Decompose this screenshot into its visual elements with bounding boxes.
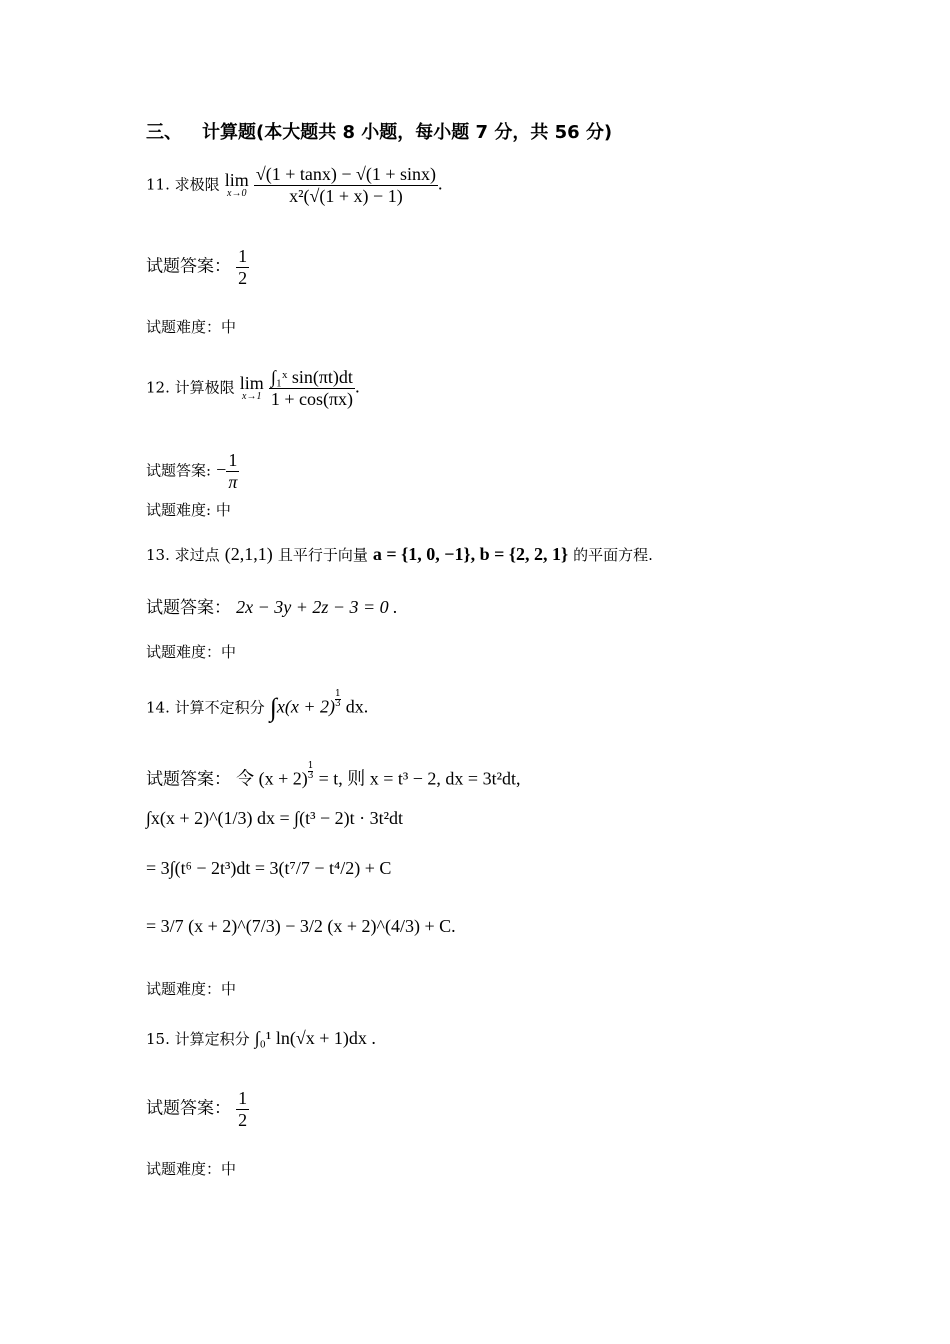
difficulty-13: 试题难度：中 <box>146 643 237 661</box>
integral-sign: ∫ <box>269 692 277 722</box>
answer-15 <box>146 1088 249 1130</box>
question-12: 12. 计算极限 lim x→1 $\frac{\text{∫₁ˣ sin(πt)dt}}{1 + \cos(\pi x)}$ . <box>146 367 360 409</box>
question-11-prefix: 11. 求极限 <box>146 175 220 194</box>
answer-label: 试题答案： <box>146 1098 231 1119</box>
fraction-denominator: 1 + cos(πx) <box>270 388 354 409</box>
question-11-fraction <box>254 164 438 206</box>
difficulty-14: 试题难度：中 <box>146 980 237 998</box>
answer-14-line-4: = 3/7 (x + 2)^(7/3) − 3/2 (x + 2)^(4/3) + C. <box>146 916 456 936</box>
answer-15-fraction: $\frac{1}{2}$ <box>238 1088 248 1130</box>
question-13: 13. 求过点 (2,1,1) 且平行于向量 a = {1, 0, −1}, b = {2, 2, 1} 的平面方程. <box>146 544 653 564</box>
question-11: 11. 求极限 lim x→0 $\frac{√(1 + \tan x) - √(1 + \sin x)}{\text{x²(√(1 + x) − 1)}}$ . <box>146 164 443 206</box>
answer-12: 试题答案: − $\frac{1}{\pi}$ <box>146 450 238 492</box>
answer-label: 试题答案: <box>146 461 212 480</box>
answer-label: 试题答案： <box>146 769 231 790</box>
vectors: a = {1, 0, −1}, b = {2, 2, 1} <box>372 544 569 564</box>
answer-14-line-3: = 3∫(t⁶ − 2t³)dt = 3(t⁷/7 − t⁴/2) + C <box>146 858 392 878</box>
question-14: 14. 计算不定积分 ∫x(x + 2) $\frac{1}{3}$ dx. <box>146 689 369 722</box>
answer-11-fraction: $\frac{1}{2}$ <box>238 246 248 288</box>
question-12-fraction <box>269 367 355 409</box>
answer-14-line-1: 试题答案： 令 (x + 2) $\frac{1}{3} = t$, 则 x = t³ − 2, dx = 3t²dt, <box>146 761 521 790</box>
point: (2,1,1) <box>224 544 273 564</box>
section-title: 计算题(本大题共 8 小题，每小题 7 分，共 56 分) <box>202 122 613 143</box>
answer-11 <box>146 246 249 288</box>
question-12-prefix: 12. 计算极限 <box>146 378 235 397</box>
answer-label: 试题答案： <box>146 598 231 618</box>
difficulty-12: 试题难度: 中 <box>146 501 231 519</box>
fraction-denominator: x²(√(1 + x) − 1) <box>289 185 403 206</box>
fraction-numerator: ∫₁ˣ sin(πt)dt <box>269 367 355 389</box>
answer-13 <box>146 593 398 618</box>
answer-13-equation: 2x − 3y + 2z − 3 = 0 . <box>236 597 398 617</box>
answer-label: 试题答案： <box>146 256 231 277</box>
question-15: 15. 计算定积分 ∫₀¹ ln(√x + 1)dx . <box>146 1028 376 1048</box>
section-number: 三、 <box>146 122 182 143</box>
definite-integral: ∫₀¹ ln(√x + 1)dx . <box>254 1028 376 1048</box>
exponent-fraction: $\frac{1}{3}$ <box>334 689 341 709</box>
limit-operator: lim x→1 <box>239 373 264 403</box>
difficulty-11: 试题难度：中 <box>146 318 237 336</box>
difficulty-15: 试题难度：中 <box>146 1160 237 1178</box>
answer-12-fraction: $\frac{1}{\pi}$ <box>228 450 238 492</box>
answer-14-line-2: ∫x(x + 2)^(1/3) dx = ∫(t³ − 2)t · 3t²dt <box>146 808 404 828</box>
limit-operator: lim x→0 <box>224 170 249 200</box>
fraction-numerator: √(1 + tanx) − √(1 + sinx) <box>255 164 437 184</box>
